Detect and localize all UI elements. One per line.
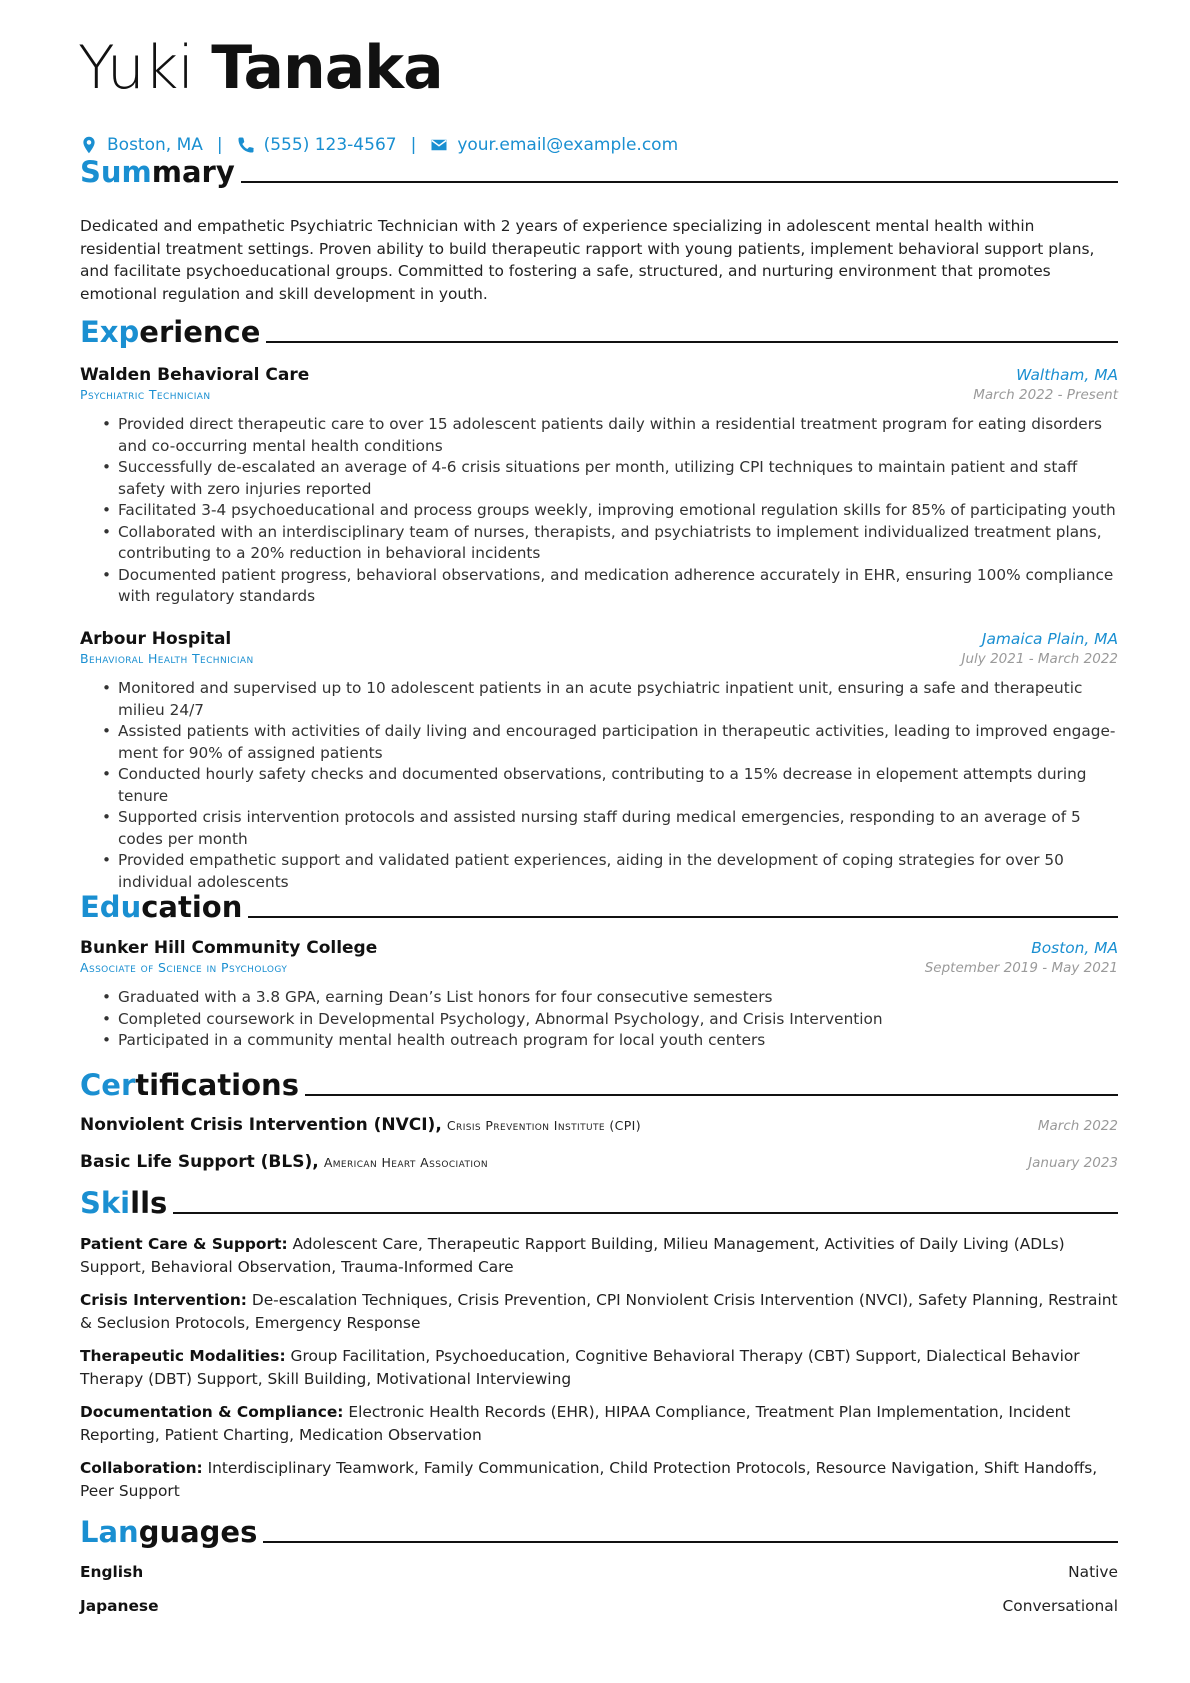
contact-separator: | bbox=[410, 135, 417, 155]
bullet-item: • Documented patient progress, behavioral observations, and medication adherence accurately in EHR, ensuring 100% compliance with regulatory standards bbox=[80, 565, 1118, 608]
bullet-item: • Provided direct therapeutic care to over 15 adolescent patients daily within a residential treatment program for eating disorders and co-occurring mental health conditions bbox=[80, 414, 1118, 457]
language-name: English bbox=[80, 1563, 144, 1581]
job-bullets bbox=[80, 678, 1118, 893]
job-dates: March 2022 - Present bbox=[973, 387, 1118, 403]
certification-name: Basic Life Support (BLS) bbox=[80, 1152, 313, 1172]
bullet-item: • Successfully de-escalated an average of 4-6 crisis situations per month, utilizing CPI techniques to maintain patient and staff safety with zero injuries reported bbox=[80, 457, 1118, 500]
phone-text[interactable]: (555) 123-4567 bbox=[263, 135, 397, 155]
education-dates: September 2019 - May 2021 bbox=[924, 960, 1118, 976]
education-bullets bbox=[80, 987, 1118, 1052]
section-experience-heading: Experience bbox=[80, 318, 1118, 347]
experience-entry-arbour bbox=[80, 629, 1118, 893]
bullet-item: • Graduated with a 3.8 GPA, earning Dean’s List honors for four consecutive semesters bbox=[80, 987, 1118, 1009]
certification-name: Nonviolent Crisis Intervention (NVCI) bbox=[80, 1115, 436, 1135]
contact-email[interactable] bbox=[430, 135, 678, 155]
bullet-item: • Conducted hourly safety checks and documented observations, contributing to a 15% decrease in elopement attempts during tenure bbox=[80, 764, 1118, 807]
section-skills-heading: Skills bbox=[80, 1189, 1118, 1218]
skill-group bbox=[80, 1457, 1118, 1502]
skill-label: Patient Care & Support: bbox=[80, 1235, 288, 1253]
skill-group bbox=[80, 1233, 1118, 1278]
section-rule bbox=[173, 1212, 1118, 1214]
employer-location: Waltham, MA bbox=[1016, 366, 1118, 384]
skill-group bbox=[80, 1401, 1118, 1446]
bullet-item: • Collaborated with an interdisciplinary team of nurses, therapists, and psychiatrists to implement individualized treatment plans, contributing to a 20% reduction in behavioral incidents bbox=[80, 522, 1118, 565]
skill-list: De-escalation Techniques, Crisis Prevention, CPI Nonviolent Crisis Intervention (NVCI), Safety Planning, Restraint & Seclusion Protocols, Emergency Response bbox=[80, 1291, 1118, 1332]
contact-separator: | bbox=[216, 135, 223, 155]
map-pin-icon bbox=[80, 136, 98, 154]
skill-label: Crisis Intervention: bbox=[80, 1291, 247, 1309]
job-bullets bbox=[80, 414, 1118, 608]
experience-entry-walden bbox=[80, 365, 1118, 608]
job-dates: July 2021 - March 2022 bbox=[961, 651, 1118, 667]
bullet-item: • Supported crisis intervention protocols and assisted nursing staff during medical emergencies, responding to an average of 5 codes per month bbox=[80, 807, 1118, 850]
section-summary-heading: Summary bbox=[80, 158, 1118, 187]
certification-issuer: Crisis Prevention Institute (CPI) bbox=[446, 1118, 642, 1133]
certification-issuer: American Heart Association bbox=[323, 1155, 489, 1170]
last-name: Tanaka bbox=[211, 33, 443, 103]
candidate-name bbox=[78, 33, 443, 103]
location-text: Boston, MA bbox=[107, 135, 203, 155]
contact-location bbox=[80, 135, 203, 155]
language-item bbox=[80, 1563, 1118, 1581]
section-rule bbox=[305, 1094, 1118, 1096]
certification-date: January 2023 bbox=[1028, 1155, 1118, 1171]
section-certifications-heading: Certifications bbox=[80, 1071, 1118, 1100]
skill-list: Electronic Health Records (EHR), HIPAA Compliance, Treatment Plan Implementation, Incident Reporting, Patient Charting, Medication Observation bbox=[80, 1403, 1071, 1444]
bullet-item: • Assisted patients with activities of daily living and encouraged participation in therapeutic activities, leading to improved engage-ment for 90% of assigned patients bbox=[80, 721, 1118, 764]
employer-location: Jamaica Plain, MA bbox=[981, 630, 1118, 648]
bullet-item: • Facilitated 3-4 psychoeducational and process groups weekly, improving emotional regulation skills for 85% of participating youth bbox=[80, 500, 1118, 522]
bullet-item: • Provided empathetic support and validated patient experiences, aiding in the development of coping strategies for over 50 individual adolescents bbox=[80, 850, 1118, 893]
employer-name: Walden Behavioral Care bbox=[80, 365, 310, 385]
section-rule bbox=[248, 916, 1118, 918]
section-rule bbox=[241, 181, 1118, 183]
job-title: Psychiatric Technician bbox=[80, 387, 211, 402]
section-education-heading: Education bbox=[80, 893, 1118, 922]
bullet-item: • Participated in a community mental health outreach program for local youth centers bbox=[80, 1030, 1118, 1052]
skill-label: Collaboration: bbox=[80, 1459, 203, 1477]
bullet-item: • Monitored and supervised up to 10 adolescent patients in an acute psychiatric inpatient unit, ensuring a safe and therapeutic milieu 24/7 bbox=[80, 678, 1118, 721]
section-rule bbox=[263, 1541, 1118, 1543]
school-location: Boston, MA bbox=[1031, 939, 1118, 957]
language-level: Native bbox=[1068, 1563, 1118, 1581]
skill-list: Group Facilitation, Psychoeducation, Cognitive Behavioral Therapy (CBT) Support, Dialectical Behavior Therapy (DBT) Support, Skill Building, Motivational Interviewing bbox=[80, 1347, 1080, 1388]
certification-date: March 2022 bbox=[1037, 1118, 1118, 1134]
skill-label: Therapeutic Modalities: bbox=[80, 1347, 286, 1365]
contact-bar bbox=[80, 135, 678, 155]
skill-list: Adolescent Care, Therapeutic Rapport Building, Milieu Management, Activities of Daily Living (ADLs) Support, Behavioral Observation, Trauma-Informed Care bbox=[80, 1235, 1065, 1276]
employer-name: Arbour Hospital bbox=[80, 629, 232, 649]
job-title: Behavioral Health Technician bbox=[80, 651, 254, 666]
language-item bbox=[80, 1597, 1118, 1615]
envelope-icon bbox=[430, 136, 448, 154]
language-name: Japanese bbox=[80, 1597, 159, 1615]
skill-label: Documentation & Compliance: bbox=[80, 1403, 344, 1421]
contact-phone[interactable] bbox=[237, 135, 397, 155]
summary-text: Dedicated and empathetic Psychiatric Technician with 2 years of experience specializing in adolescent mental health within residential treatment settings. Proven ability to build therapeutic rapport with young patients, implement behavioral support plans, and facilitate psychoeducational groups. Committed to fostering a safe, structured, and nurturing environment that promotes emotional regulation and skill development in youth. bbox=[80, 217, 1095, 303]
education-entry bbox=[80, 938, 1118, 1052]
degree-title: Associate of Science in Psychology bbox=[80, 960, 288, 975]
skill-group bbox=[80, 1289, 1118, 1334]
email-text[interactable]: your.email@example.com bbox=[457, 135, 679, 155]
skill-group bbox=[80, 1345, 1118, 1390]
skill-list: Interdisciplinary Teamwork, Family Communication, Child Protection Protocols, Resource Navigation, Shift Handoffs, Peer Support bbox=[80, 1459, 1098, 1500]
school-name: Bunker Hill Community College bbox=[80, 938, 378, 958]
bullet-item: • Completed coursework in Developmental Psychology, Abnormal Psychology, and Crisis Intervention bbox=[80, 1009, 1118, 1031]
first-name: Yuki bbox=[78, 33, 194, 103]
certification-item: Nonviolent Crisis Intervention (NVCI), Crisis Prevention Institute (CPI) March 2022 bbox=[80, 1115, 1118, 1135]
section-languages-heading: Languages bbox=[80, 1518, 1118, 1547]
phone-icon bbox=[237, 136, 255, 154]
language-level: Conversational bbox=[1002, 1597, 1118, 1615]
section-rule bbox=[266, 341, 1118, 343]
certification-item: Basic Life Support (BLS), American Heart Association January 2023 bbox=[80, 1152, 1118, 1172]
